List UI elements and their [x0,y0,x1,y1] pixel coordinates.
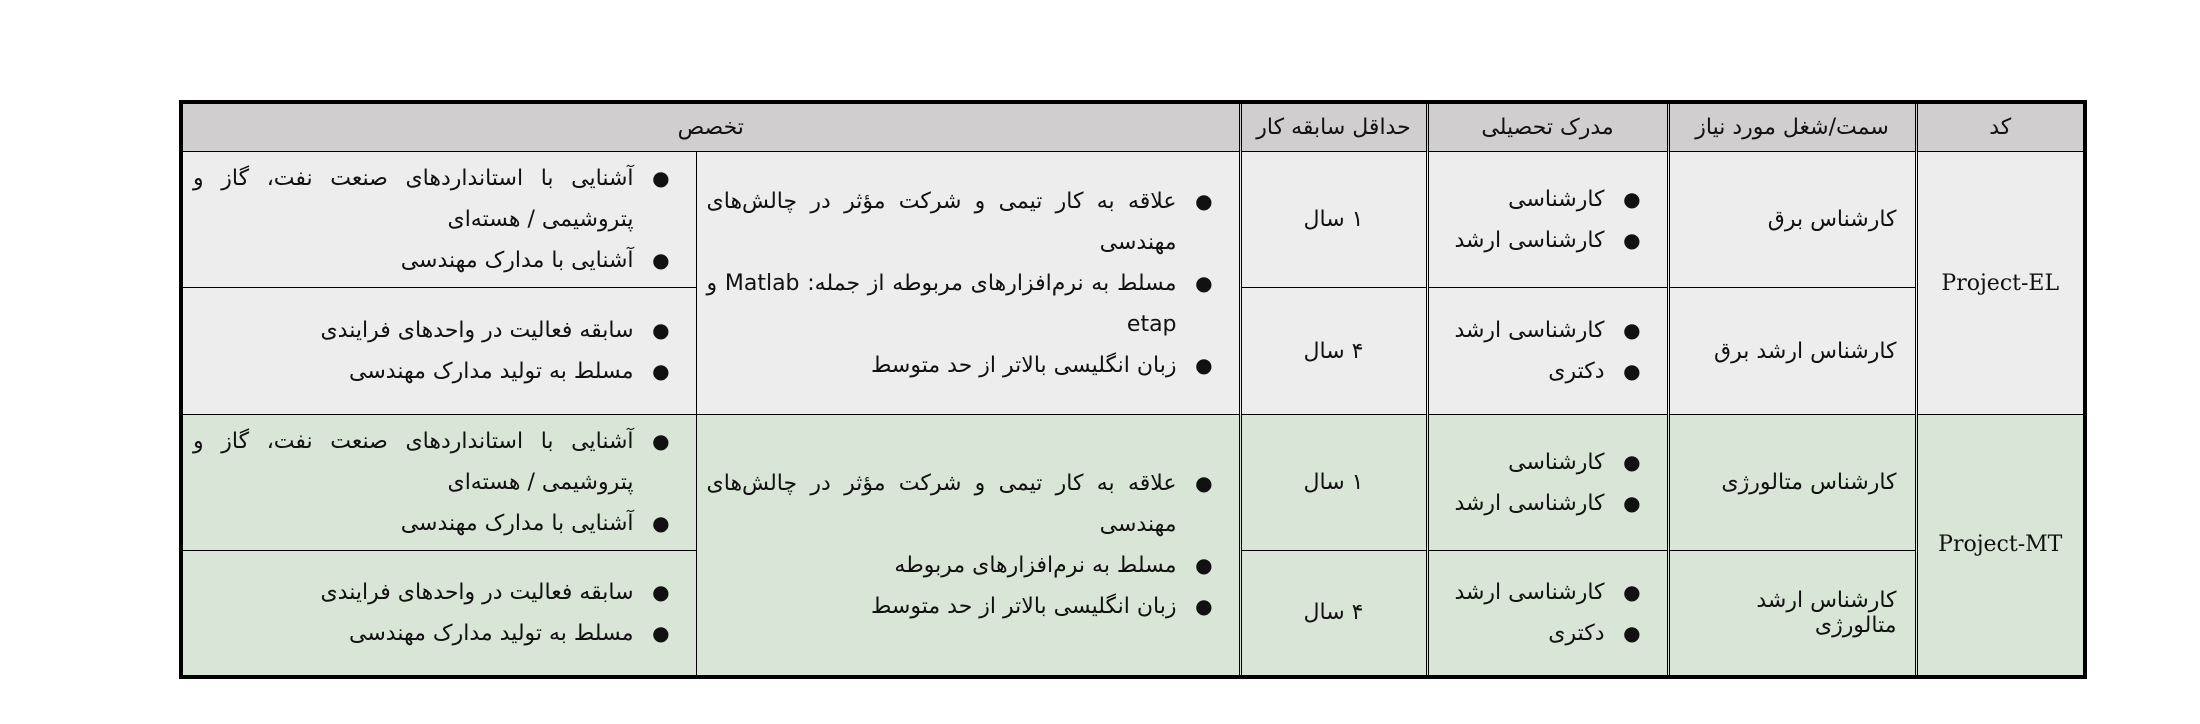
job-requirements-table [179,100,2087,679]
experience-cell: ۱ سال [1240,415,1427,551]
bullet-icon: ● [1195,593,1213,618]
list-item: ● آشنایی با استانداردهای صنعت نفت، گاز و پتروشیمی / هسته‌ای [193,158,676,240]
list-item: ● آشنایی با استانداردهای صنعت نفت، گاز و پتروشیمی / هسته‌ای [193,421,676,503]
project-code: Project-MT [1916,415,2085,677]
list-item: ● دکتری [1439,613,1647,654]
table-row [181,152,2085,288]
list-item: ● زبان انگلیسی بالاتر از حد متوسط [707,586,1219,627]
skills-list [183,152,696,287]
header-specialty: تخصص [181,102,1240,152]
project-code: Project-EL [1916,152,2085,415]
bullet-icon: ● [652,511,670,535]
bullet-icon: ● [1195,352,1213,377]
bullet-icon: ● [1195,270,1213,295]
position-title: کارشناس ارشد متالورژی [1668,551,1916,677]
header-row [181,102,2085,152]
list-item: ● مسلط به تولید مدارک مهندسی [193,351,676,392]
bullet-icon: ● [652,248,670,272]
skills-list [183,304,696,398]
common-skills-cell [696,415,1240,677]
skills-cell [181,551,696,677]
degree-list [1429,173,1667,267]
bullet-icon: ● [1195,188,1213,213]
degree-list [1429,566,1667,660]
list-item: ● آشنایی با مدارک مهندسی [193,503,676,544]
experience-cell: ۴ سال [1240,551,1427,677]
bullet-icon: ● [652,318,670,342]
list-item: ● مسلط به نرم‌افزارهای مربوطه [707,545,1219,586]
list-item: ● کارشناسی ارشد [1439,572,1647,613]
bullet-icon: ● [652,620,670,645]
list-item: ● آشنایی با مدارک مهندسی [193,240,676,281]
skills-cell [181,415,696,551]
table-row [181,415,2085,551]
list-item: ● زبان انگلیسی بالاتر از حد متوسط [707,345,1219,386]
degree-cell [1427,152,1668,288]
header-degree: مدرک تحصیلی [1427,102,1668,152]
bullet-icon: ● [1623,186,1641,211]
bullet-icon: ● [1195,552,1213,577]
bullet-icon: ● [652,429,670,453]
list-item: ● مسلط به نرم‌افزارهای مربوطه از جمله: Matlab و etap [707,263,1219,345]
common-skills-cell [696,152,1240,415]
header-experience: حداقل سابقه کار [1240,102,1427,152]
header-code: کد [1916,102,2085,152]
bullet-icon: ● [1623,449,1641,474]
bullet-icon: ● [1623,620,1641,645]
skills-list [183,415,696,550]
bullet-icon: ● [1623,579,1641,604]
bullet-icon: ● [652,579,670,604]
bullet-icon: ● [1623,490,1641,515]
list-item: ● کارشناسی [1439,442,1647,483]
degree-cell [1427,551,1668,677]
list-item: ● کارشناسی [1439,179,1647,220]
degree-list [1429,436,1667,530]
bullet-icon: ● [1195,470,1213,495]
skills-cell [181,288,696,415]
common-skills-list [697,457,1239,633]
bullet-icon: ● [652,359,670,383]
list-item: ● سابقه فعالیت در واحدهای فرایندی [193,572,676,613]
bullet-icon: ● [1623,318,1641,342]
list-item: ● کارشناسی ارشد [1439,310,1647,351]
list-item: ● دکتری [1439,351,1647,392]
list-item: ● علاقه به کار تیمی و شرکت مؤثر در چالش‌های مهندسی [707,181,1219,263]
skills-list [183,566,696,660]
position-title: کارشناس برق [1668,152,1916,288]
degree-cell [1427,415,1668,551]
position-title: کارشناس ارشد برق [1668,288,1916,415]
list-item: ● سابقه فعالیت در واحدهای فرایندی [193,310,676,351]
bullet-icon: ● [652,166,670,190]
position-title: کارشناس متالورژی [1668,415,1916,551]
list-item: ● علاقه به کار تیمی و شرکت مؤثر در چالش‌های مهندسی [707,463,1219,545]
degree-list [1429,304,1667,398]
bullet-icon: ● [1623,227,1641,252]
experience-cell: ۱ سال [1240,152,1427,288]
experience-cell: ۴ سال [1240,288,1427,415]
skills-cell [181,152,696,288]
header-position: سمت/شغل مورد نیاز [1668,102,1916,152]
list-item: ● کارشناسی ارشد [1439,483,1647,524]
degree-cell [1427,288,1668,415]
list-item: ● مسلط به تولید مدارک مهندسی [193,613,676,654]
list-item: ● کارشناسی ارشد [1439,220,1647,261]
common-skills-list [697,175,1239,392]
bullet-icon: ● [1623,359,1641,383]
